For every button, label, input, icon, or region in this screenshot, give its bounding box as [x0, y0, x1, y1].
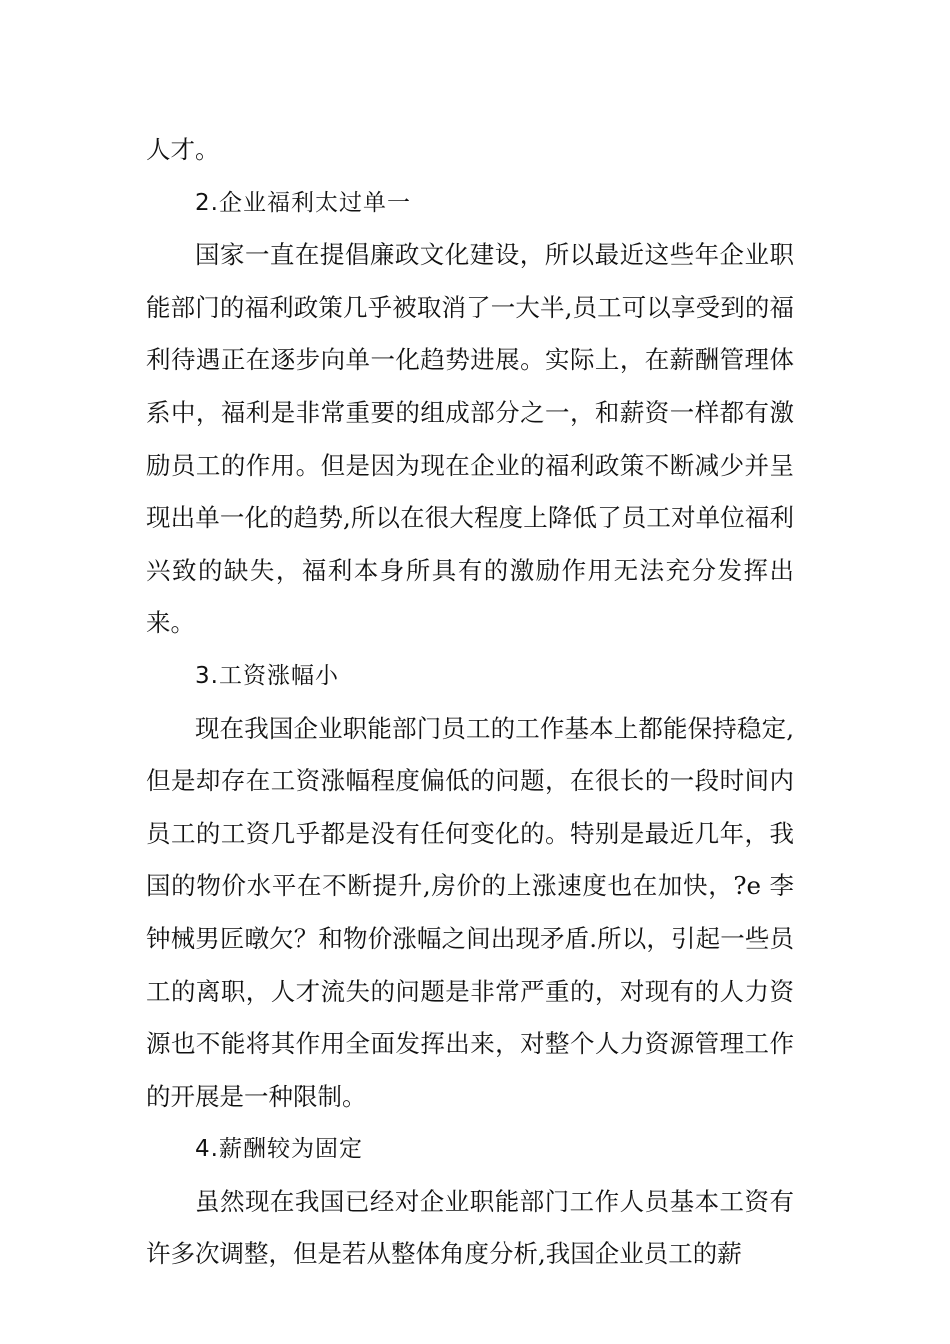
section-heading-fixed-salary: 4.薪酬较为固定 [195, 1136, 363, 1163]
paragraph-fragment: 人才。 [146, 135, 220, 164]
section-heading-wage-growth: 3.工资涨幅小 [195, 662, 339, 689]
paragraph-fixed-salary: 虽然现在我国已经对企业职能部门工作人员基本工资有许多次调整，但是若从整体角度分析,我国企业员工的薪 [146, 1186, 794, 1269]
document-body [146, 124, 794, 1281]
section-heading-welfare: 2.企业福利太过单一 [195, 189, 411, 216]
paragraph-wage-growth: 现在我国企业职能部门员工的工作基本上都能保持稳定,但是却存在工资涨幅程度偏低的问题，在很长的一段时间内员工的工资几乎都是没有任何变化的。特别是最近几年，我国的物价水平在不断提升,房价的上涨速度也在加快，?e 李钟械男匠暾欠？和物价涨幅之间出现矛盾.所以，引起一些员工的离职，人才流失的问题是非常严重的，对现有的人力资源也不能将其作用全面发挥出来，对整个人力资源管理工作的开展是一种限制。 [146, 713, 794, 1111]
paragraph-welfare: 国家一直在提倡廉政文化建设，所以最近这些年企业职能部门的福利政策几乎被取消了一大半,员工可以享受到的福利待遇正在逐步向单一化趋势进展。实际上，在薪酬管理体系中，福利是非常重要的组成部分之一，和薪资一样都有激励员工的作用。但是因为现在企业的福利政策不断减少并呈现出单一化的趋势,所以在很大程度上降低了员工对单位福利兴致的缺失，福利本身所具有的激励作用无法充分发挥出来。 [146, 240, 794, 638]
